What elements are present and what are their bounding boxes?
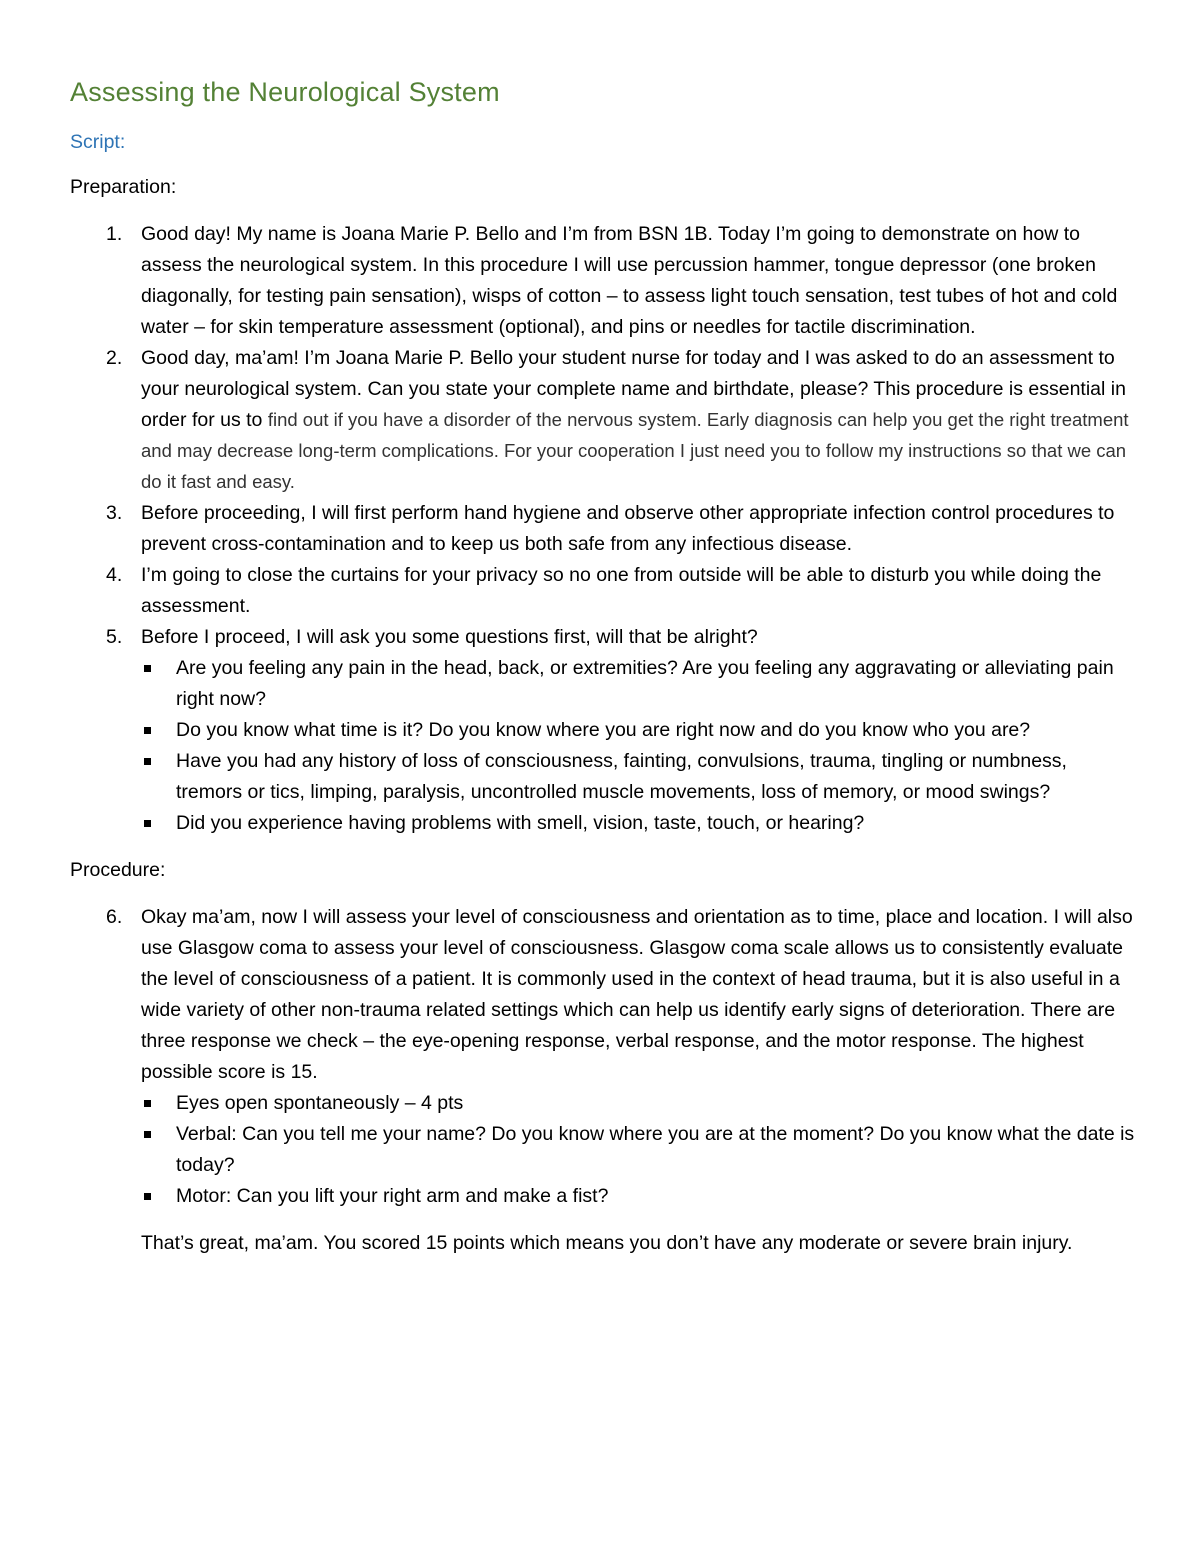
closing-paragraph: That’s great, ma’am. You scored 15 points which means you don’t have any moderate or severe brain injury. [141,1232,1073,1254]
step-text-continued: find out if you have a disorder of the nervous system. Early diagnosis can help you get the right treatment and may decrease long-term complications. For your cooperation I just need you to follow my instructions so that we can do it fast and easy. [141,409,1129,492]
list-item: Have you had any history of loss of consciousness, fainting, convulsions, trauma, tingling or numbness, tremors or tics, limping, paralysis, uncontrolled muscle movements, loss of memory, or mood swings? [141,746,1135,808]
step-text: Good day! My name is Joana Marie P. Bello and I’m from BSN 1B. Today I’m going to demonstrate on how to assess the neurological system. In this procedure I will use percussion hammer, tongue depressor (one broken diagonally, for testing pain sensation), wisps of cotton – to assess light touch sensation, test tubes of hot and cold water – for skin temperature assessment (optional), and pins or needles for tactile discrimination. [141,223,1118,338]
step-text: Before proceeding, I will first perform hand hygiene and observe other appropriate infection control procedures to prevent cross-contamination and to keep us both safe from any infectious disease. [141,502,1115,555]
step-number: 4. [106,564,123,586]
square-bullet-icon [144,820,151,827]
step-number: 3. [106,502,123,524]
gcs-list [141,1088,1135,1212]
step-5 [70,622,1135,839]
question-list [141,653,1135,839]
step-number: 1. [106,223,123,245]
step-number: 5. [106,626,123,648]
step-text: I’m going to close the curtains for your privacy so no one from outside will be able to disturb you while doing the assessment. [141,564,1102,617]
preparation-steps [70,219,1135,839]
procedure-heading: Procedure: [70,859,166,881]
step-1 [70,219,1135,343]
square-bullet-icon [144,665,151,672]
step-6 [70,902,1135,1212]
step-3 [70,498,1135,560]
step-text: Before I proceed, I will ask you some questions first, will that be alright? [141,626,758,648]
step-text: Okay ma’am, now I will assess your level of consciousness and orientation as to time, place and location. I will also use Glasgow coma to assess your level of consciousness. Glasgow coma scale allows us to consistently evaluate the level of consciousness of a patient. It is commonly used in the context of head trauma, but it is also useful in a wide variety of other non-trauma related settings which can help us identify early signs of deterioration. There are three response we check – the eye-opening response, verbal response, and the motor response. The highest possible score is 15. [141,906,1133,1083]
square-bullet-icon [144,1193,151,1200]
preparation-heading: Preparation: [70,176,177,198]
step-number: 2. [106,347,123,369]
procedure-steps [70,902,1135,1212]
square-bullet-icon [144,727,151,734]
document-title: Assessing the Neurological System [70,77,500,107]
list-item: Verbal: Can you tell me your name? Do you know where you are at the moment? Do you know what the date is today? [141,1119,1135,1181]
list-item: Do you know what time is it? Do you know where you are right now and do you know who you are? [141,715,1135,746]
square-bullet-icon [144,1131,151,1138]
step-4 [70,560,1135,622]
step-text: Good day, ma’am! I’m Joana Marie P. Bello your student nurse for today and I was asked to do an assessment to your neurological system. Can you state your complete name and birthdate, please? This procedure is essential in order for us to [141,347,1126,431]
list-item: Are you feeling any pain in the head, back, or extremities? Are you feeling any aggravating or alleviating pain right now? [141,653,1135,715]
script-heading: Script: [70,131,126,153]
step-2 [70,343,1135,498]
list-item: Motor: Can you lift your right arm and make a fist? [141,1181,1135,1212]
list-item: Did you experience having problems with smell, vision, taste, touch, or hearing? [141,808,1135,839]
document-page [70,72,1135,1259]
step-number: 6. [106,906,123,928]
list-item: Eyes open spontaneously – 4 pts [141,1088,1135,1119]
square-bullet-icon [144,758,151,765]
square-bullet-icon [144,1100,151,1107]
